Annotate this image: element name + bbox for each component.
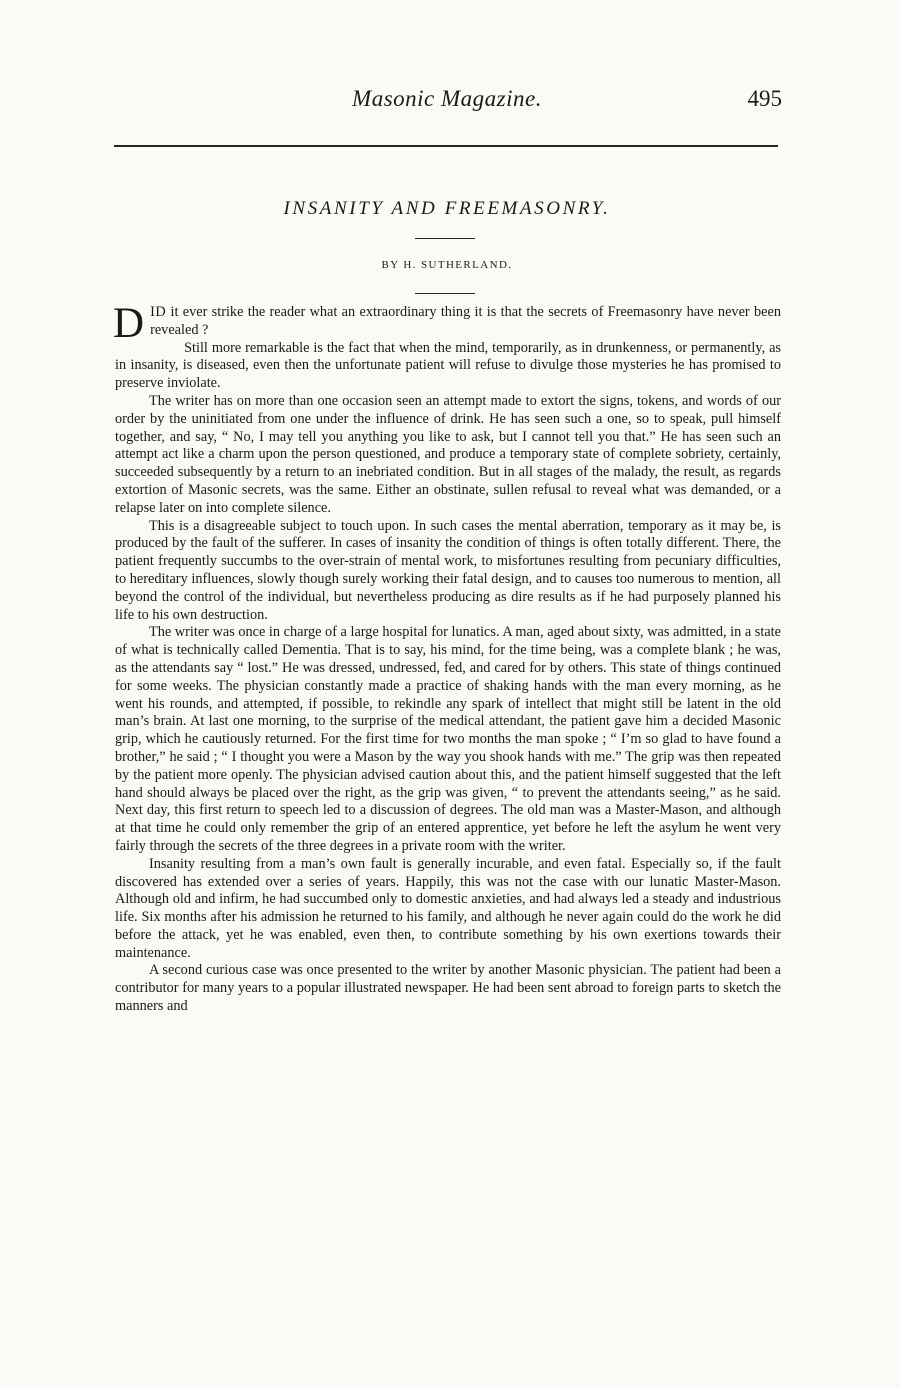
paragraph-1-text: it ever strike the reader what an extraordinary thing it is that the secrets of Freemasonry have never been revealed ?: [150, 304, 781, 338]
title-rule-upper: [415, 238, 475, 239]
paragraph-4: This is a disagreeable subject to touch upon. In such cases the mental aberration, temporary as it may be, is produced by the fault of the sufferer. In cases of insanity the condition of things is often totally different. There, the patient frequently succumbs to the over-strain of mental work, to misfortunes resulting from pecuniary difficulties, to hereditary influences, slowly though surely working their fatal design, and to causes too numerous to mention, all beyond the control of the individual, but nevertheless producing as dire results as if he had purposely planned his life to his own destruction.: [115, 517, 781, 623]
paragraph-lead: ID: [150, 304, 167, 320]
page-number: 495: [747, 86, 782, 111]
title-rule-lower: [415, 293, 475, 294]
paragraph-6: Insanity resulting from a man’s own fault is generally incurable, and even fatal. Especially so, if the fault discovered has extended over a series of years. Happily, this was not the case with our lunatic Master-Mason. Although old and infirm, he had succumbed only to domestic anxieties, and had always led a steady and industrious life. Six months after his admission he returned to his family, and although he never again could do the work he did before the attack, yet he was enabled, even then, to contribute something by his own exertions towards their maintenance.: [115, 855, 781, 961]
paragraph-1: [113, 300, 781, 347]
paragraph-2: Still more remarkable is the fact that when the mind, temporarily, as in drunkenness, or permanently, as in insanity, is diseased, even then the unfortunate patient will refuse to divulge those mysteries he has promised to preserve inviolate.: [115, 339, 781, 392]
journal-title: Masonic Magazine.: [352, 86, 542, 111]
drop-cap: D: [113, 300, 145, 347]
byline: BY H. SUTHERLAND.: [381, 259, 513, 271]
article-body: [113, 300, 781, 1016]
article-title: INSANITY AND FREEMASONRY.: [283, 198, 611, 219]
paragraph-3: The writer has on more than one occasion seen an attempt made to extort the signs, tokens, and words of our order by the uninitiated from one under the influence of drink. He has seen such a one, so to speak, pull himself together, and say, “ No, I may tell you anything you like to ask, but I cannot tell you that.” He has seen such an attempt act like a charm upon the person questioned, and produce a temporary state of complete sobriety, certainly, succeeded subsequently by a return to an inebriated condition. But in all stages of the malady, the result, as regards extortion of Masonic secrets, was the same. Either an obstinate, sullen refusal to reveal what was demanded, or a relapse later on into complete silence.: [115, 392, 781, 516]
paragraph-7: A second curious case was once presented to the writer by another Masonic physician. The patient had been a contributor for many years to a popular illustrated newspaper. He had been sent abroad to foreign parts to sketch the manners and: [115, 962, 781, 1015]
running-head: [112, 86, 782, 122]
paragraph-5: The writer was once in charge of a large hospital for lunatics. A man, aged about sixty, was admitted, in a state of what is technically called Dementia. That is to say, his mind, for the time being, was a complete blank ; he was, as the attendants say “ lost.” He was dressed, undressed, fed, and cared for by others. This state of things continued for some weeks. The physician constantly made a practice of shaking hands with the man every morning, as he went his rounds, and attempted, if possible, to rekindle any spark of intellect that might still be latent in the old man’s brain. At last one morning, to the surprise of the medical attendant, the patient gave him a decided Masonic grip, which he cautiously returned. For the first time for two months the man spoke ; “ I’m so glad to have found a brother,” he said ; “ I thought you were a Mason by the way you shook hands with me.” The grip was then repeated by the patient more openly. The physician advised caution about this, and the patient himself suggested that the left hand should always be placed over the right, as the grip was given, “ to prevent the attendants seeing,” as he said. Next day, this first return to speech led to a discussion of degrees. The old man was a Master-Mason, and although at that time he could only remember the grip of an entered apprentice, yet before he left the asylum he went very fairly through the secrets of the three degrees in a private room with the writer.: [115, 624, 781, 854]
header-rule: [114, 145, 778, 147]
